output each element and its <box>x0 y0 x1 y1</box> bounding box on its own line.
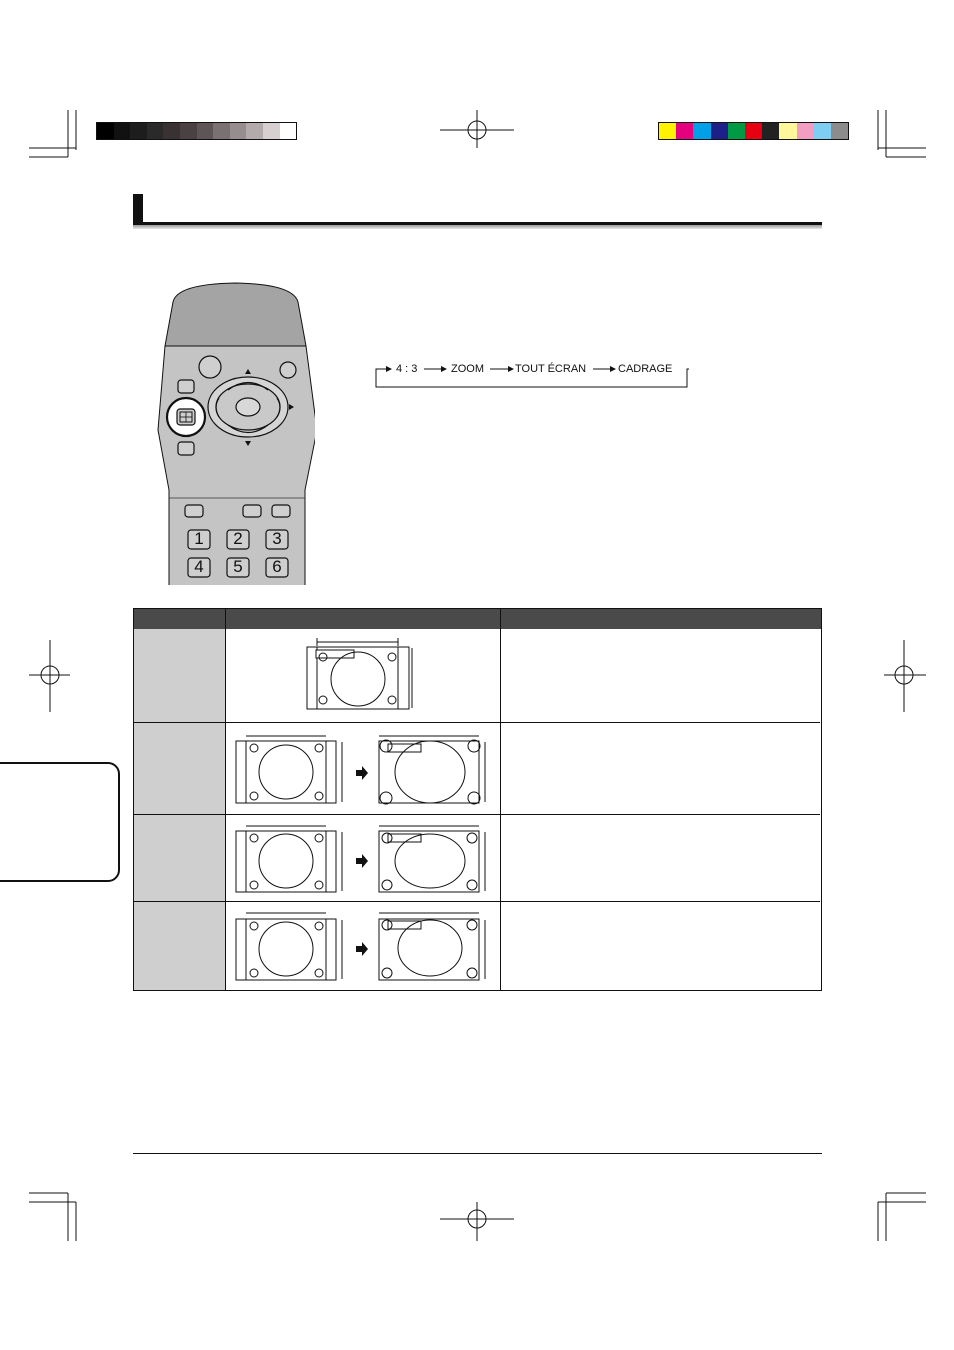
flow-step-zoom: ZOOM <box>451 363 484 375</box>
right-arrow-icon <box>356 854 368 868</box>
remote-key-3: 3 <box>272 529 282 548</box>
remote-key-6: 6 <box>272 557 282 576</box>
diagram-4-3 <box>307 638 412 709</box>
remote-key-2: 2 <box>233 529 243 548</box>
flow-step-cadrage: CADRAGE <box>618 363 673 375</box>
right-arrow-icon <box>356 766 368 780</box>
flow-step-4-3: 4 : 3 <box>396 363 418 375</box>
remote-key-4: 4 <box>194 557 204 576</box>
right-arrow-icon <box>356 942 368 956</box>
remote-key-1: 1 <box>194 529 204 548</box>
remote-key-5: 5 <box>233 557 243 576</box>
footer-rule <box>133 1153 822 1154</box>
flow-step-tout-ecran: TOUT ÉCRAN <box>515 363 587 375</box>
transform-arrows <box>356 766 368 956</box>
